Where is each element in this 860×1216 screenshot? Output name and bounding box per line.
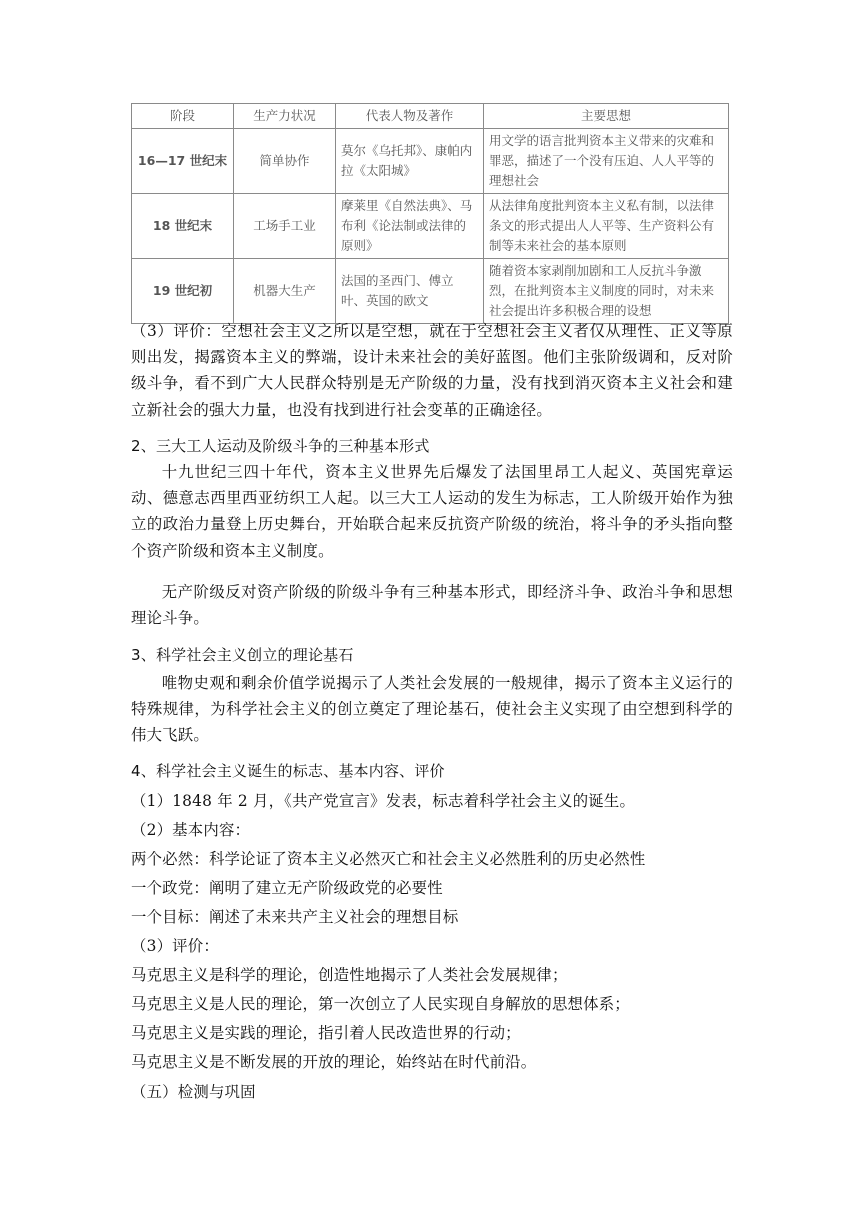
cell-productivity: 机器大生产 — [234, 259, 336, 324]
section-heading-4: 4、科学社会主义诞生的标志、基本内容、评价 — [131, 762, 445, 780]
header-main-ideas: 主要思想 — [484, 104, 729, 129]
cell-productivity: 工场手工业 — [234, 194, 336, 259]
list-line-open: 马克思主义是不断发展的开放的理论，始终站在时代前沿。 — [131, 1053, 537, 1071]
paragraph-theory-foundation: 唯物史观和剩余价值学说揭示了人类社会发展的一般规律，揭示了资本主义运行的特殊规律，为科学社会主义的创立奠定了理论基石，使社会主义实现了由空想到科学的伟大飞跃。 — [131, 674, 733, 745]
cell-stage: 16—17 世纪末 — [132, 129, 234, 194]
cell-people: 法国的圣西门、傅立叶、英国的欧文 — [336, 259, 484, 324]
list-line-two-inevitables: 两个必然：科学论证了资本主义必然灭亡和社会主义必然胜利的历史必然性 — [131, 850, 646, 868]
table-row — [132, 129, 729, 194]
list-line-birth: （1）1848 年 2 月，《共产党宣言》发表，标志着科学社会主义的诞生。 — [131, 792, 636, 810]
paragraph-class-struggle-forms: 无产阶级反对资产阶级的阶级斗争有三种基本形式，即经济斗争、政治斗争和思想理论斗争。 — [131, 583, 733, 628]
utopian-socialism-table — [131, 103, 729, 324]
cell-idea: 用文学的语言批判资本主义带来的灾难和罪恶，描述了一个没有压迫、人人平等的理想社会 — [484, 129, 729, 194]
cell-stage: 18 世纪末 — [132, 194, 234, 259]
list-line-scientific: 马克思主义是科学的理论，创造性地揭示了人类社会发展规律； — [131, 966, 568, 984]
section-heading-review: （五）检测与巩固 — [131, 1083, 256, 1101]
cell-idea: 从法律角度批判资本主义私有制，以法律条文的形式提出人人平等、生产资料公有制等未来社会的基本原则 — [484, 194, 729, 259]
list-line-practice: 马克思主义是实践的理论，指引着人民改造世界的行动； — [131, 1024, 521, 1042]
cell-productivity: 简单协作 — [234, 129, 336, 194]
header-stage: 阶段 — [132, 104, 234, 129]
list-line-one-goal: 一个目标：阐述了未来共产主义社会的理想目标 — [131, 908, 459, 926]
list-line-evaluation: （3）评价： — [131, 937, 219, 955]
cell-idea: 随着资本家剥削加剧和工人反抗斗争激烈，在批判资本主义制度的同时，对未来社会提出许多积极合理的设想 — [484, 259, 729, 324]
header-productivity: 生产力状况 — [234, 104, 336, 129]
section-heading-3: 3、科学社会主义创立的理论基石 — [131, 646, 354, 664]
header-people-works: 代表人物及著作 — [336, 104, 484, 129]
cell-people: 摩莱里《自然法典》、马布利《论法制或法律的原则》 — [336, 194, 484, 259]
list-line-people: 马克思主义是人民的理论，第一次创立了人民实现自身解放的思想体系； — [131, 995, 630, 1013]
table-row — [132, 194, 729, 259]
cell-stage: 19 世纪初 — [132, 259, 234, 324]
table-row — [132, 259, 729, 324]
evaluation-paragraph: （3）评价：空想社会主义之所以是空想，就在于空想社会主义者仅从理性、正义等原则出发，揭露资本主义的弊端，设计未来社会的美好蓝图。他们主张阶级调和，反对阶级斗争，看不到广大人民群众特别是无产阶级的力量，没有找到消灭资本主义社会和建立新社会的强大力量，也没有找到进行社会变革的正确途径。 — [131, 322, 733, 419]
table-header-row — [132, 104, 729, 129]
list-line-basic-content: （2）基本内容： — [131, 821, 251, 839]
section-heading-2: 2、三大工人运动及阶级斗争的三种基本形式 — [131, 437, 430, 455]
paragraph-workers-movements: 十九世纪三四十年代，资本主义世界先后爆发了法国里昂工人起义、英国宪章运动、德意志西里西亚纺织工人起。以三大工人运动的发生为标志，工人阶级开始作为独立的政治力量登上历史舞台，开始联合起来反抗资产阶级的统治，将斗争的矛头指向整个资产阶级和资本主义制度。 — [131, 463, 733, 560]
list-line-one-party: 一个政党：阐明了建立无产阶级政党的必要性 — [131, 879, 443, 897]
cell-people: 莫尔《乌托邦》、康帕内拉《太阳城》 — [336, 129, 484, 194]
